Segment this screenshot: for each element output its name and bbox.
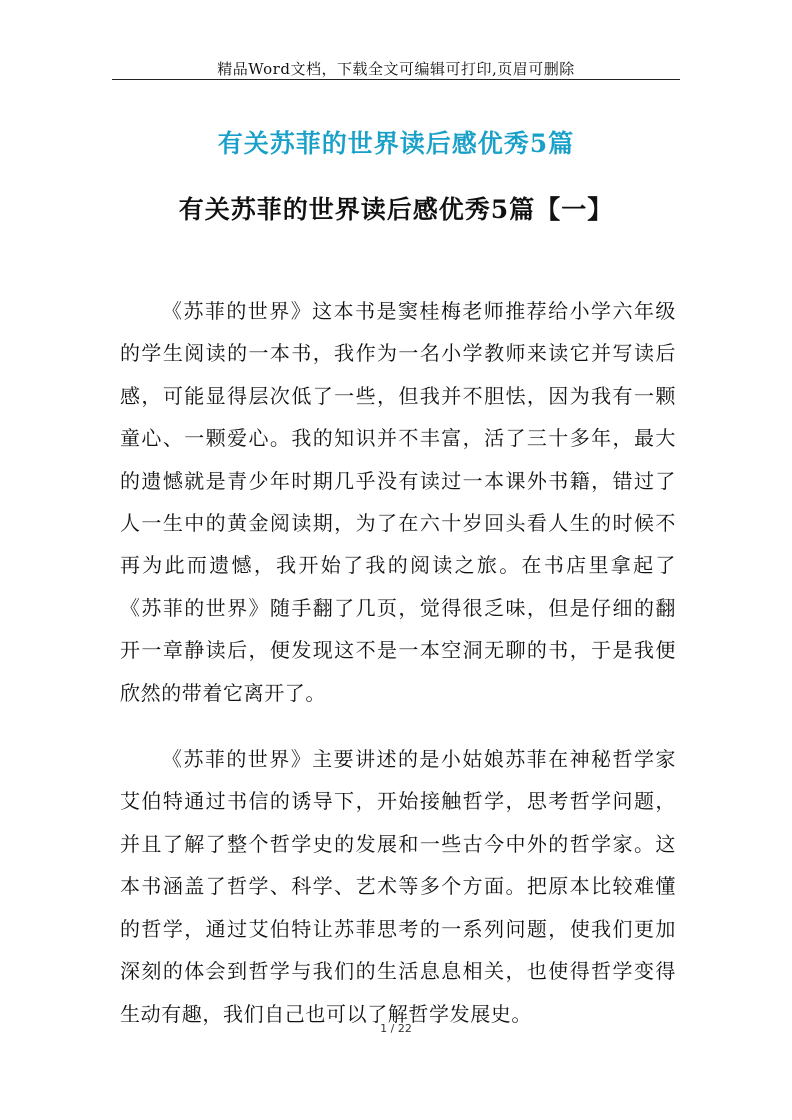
header-divider xyxy=(112,79,680,80)
page-header-text: 精品Word文档，下载全文可编辑可打印,页眉可删除 xyxy=(217,60,575,78)
document-title: 有关苏菲的世界读后感优秀5篇 xyxy=(217,129,575,158)
paragraph-1: 《苏菲的世界》这本书是窦桂梅老师推荐给小学六年级的学生阅读的一本书，我作为一名小学教师来读它并写读后感，可能显得层次低了一些，但我并不胆怯，因为我有一颗童心、一颗爱心。我的知识并不丰富，活了三十多年，最大的遗憾就是青少年时期几乎没有读过一本课外书籍，错过了人一生中的黄金阅读期，为了在六十岁回头看人生的时候不再为此而遗憾，我开始了我的阅读之旅。在书店里拿起了《苏菲的世界》随手翻了几页，觉得很乏味，但是仔细的翻开一章静读后，便发现这不是一本空洞无聊的书，于是我便欣然的带着它离开了。 xyxy=(120,299,676,705)
section-title: 有关苏菲的世界读后感优秀5篇【一】 xyxy=(178,195,614,224)
document-body xyxy=(120,290,676,1059)
page-number: 1 / 22 xyxy=(380,1022,412,1035)
paragraph-2: 《苏菲的世界》主要讲述的是小姑娘苏菲在神秘哲学家艾伯特通过书信的诱导下，开始接触哲学，思考哲学问题，并且了解了整个哲学史的发展和一些古今中外的哲学家。这本书涵盖了哲学、科学、艺术等多个方面。把原本比较难懂的哲学，通过艾伯特让苏菲思考的一系列问题，使我们更加深刻的体会到哲学与我们的生活息息相关，也使得哲学变得生动有趣，我们自己也可以了解哲学发展史。 xyxy=(120,747,676,1026)
